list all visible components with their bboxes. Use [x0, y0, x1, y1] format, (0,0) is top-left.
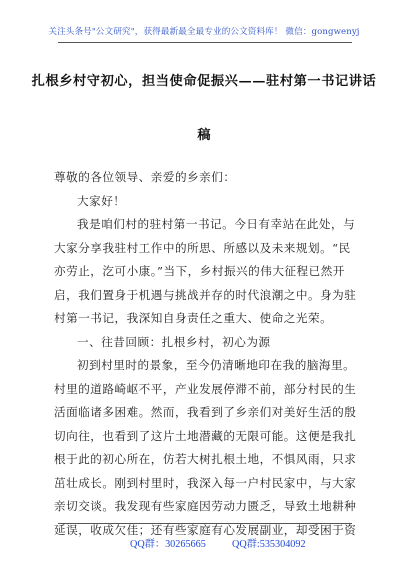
document-body [54, 166, 357, 542]
body-line: 亦劳止，汔可小康。”当下，乡村振兴的伟大征程已然开 [54, 264, 345, 278]
footer-qq-group-1: QQ群：30265665 [130, 539, 206, 550]
body-line: 活面临诸多困难。然而，我看到了乡亲们对美好生活的殷 [54, 405, 357, 419]
body-line: 延误，收成欠佳；还有些家庭有心发展副业，却受困于资 [54, 522, 357, 537]
body-line: 我是咱们村的驻村第一书记。今日有幸站在此处，与 [77, 217, 356, 231]
body-line: 根于此的初心所在，仿若大树扎根土地，不惧风雨，只求 [54, 452, 357, 466]
body-line: 村第一书记，我深知自身责任之重大、使命之光荣。 [54, 311, 333, 325]
header-note: 关注头条号"公文研究"，获得最新最全最专业的公文资料库！ 微信：gongwenyj [48, 27, 360, 37]
body-line: 初到村里时的景象，至今仍清晰地印在我的脑海里。 [77, 358, 356, 372]
header-divider [58, 42, 352, 43]
body-line: 亲切交谈。我发现有些家庭因劳动力匮乏，导致土地耕种 [54, 499, 357, 513]
document-title-continued: 稿 [197, 128, 211, 143]
salutation: 尊敬的各位领导、亲爱的乡亲们： [54, 170, 236, 184]
body-line: 切向往，也看到了这片土地潜藏的无限可能。这便是我扎 [54, 428, 357, 443]
body-line: 大家分享我驻村工作中的所思、所感以及未来规划。“民 [54, 240, 351, 255]
body-line: 大家好！ [77, 193, 126, 208]
body-line: 村里的道路崎岖不平，产业发展停滞不前，部分村民的生 [54, 381, 357, 396]
body-line: 启，我们置身于机遇与挑战并存的时代浪潮之中。身为驻 [54, 287, 357, 302]
section-heading: 一、往昔回顾：扎根乡村，初心为源 [77, 334, 271, 349]
body-line: 茁壮成长。刚到村里时，我深入每一户村民家中，与大家 [54, 475, 357, 490]
footer-divider [58, 523, 352, 524]
document-title: 扎根乡村守初心，担当使命促振兴——驻村第一书记讲话 [31, 74, 377, 89]
footer-qq-group-2: QQ群:535304092 [232, 539, 306, 550]
